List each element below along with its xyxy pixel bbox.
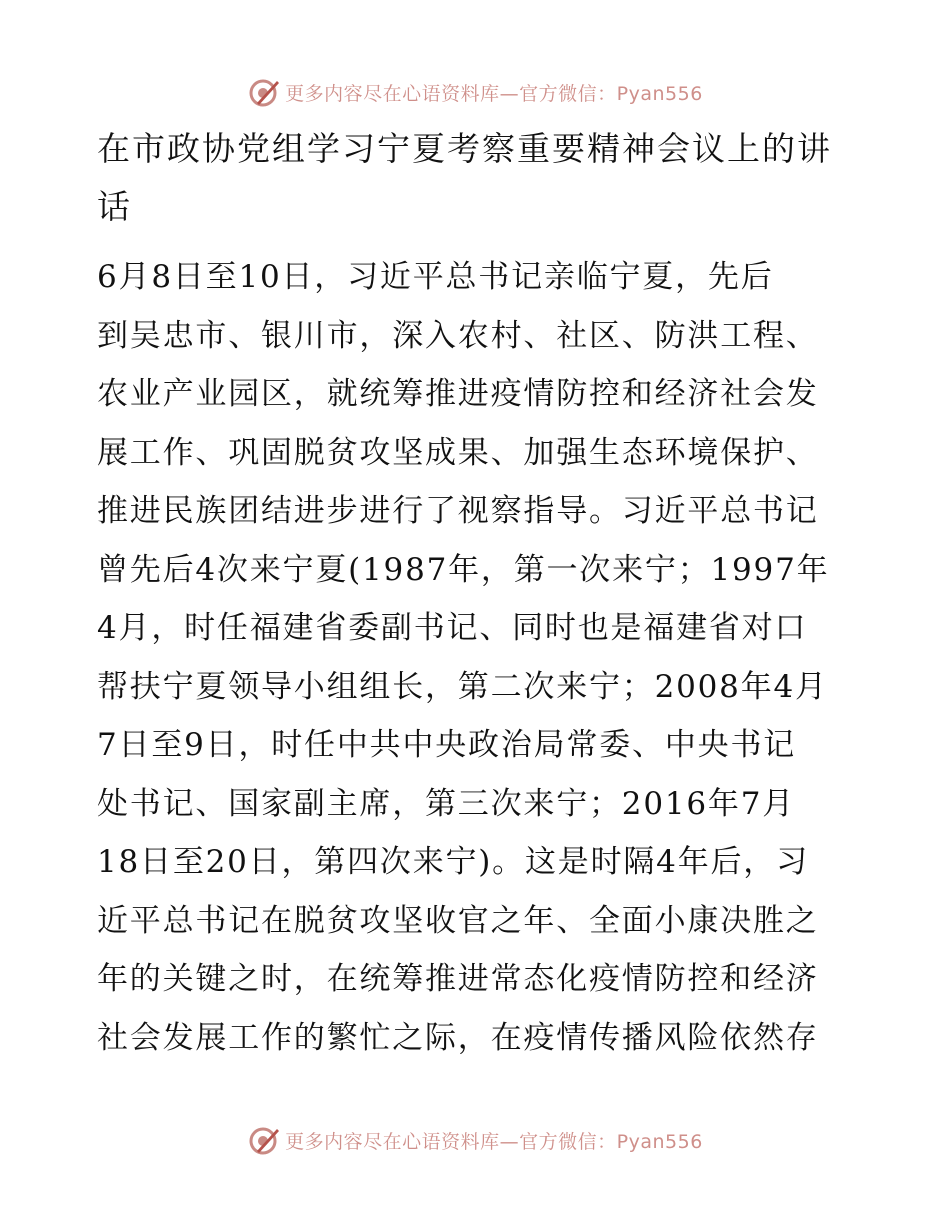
paragraph-line: 曾先后4次来宁夏(1987年，第一次来宁；1997年 (97, 551, 830, 588)
paragraph-line: 18日至20日，第四次来宁)。这是时隔4年后，习 (97, 844, 809, 880)
title-line: 在市政协党组学习宁夏考察重要精神会议上的讲 (97, 129, 832, 168)
paragraph-line: 帮扶宁夏领导小组组长，第二次来宁；2008年4月 (97, 668, 828, 705)
paragraph-line: 农业产业园区，就统筹推进疫情防控和经济社会发 (97, 376, 819, 412)
paragraph-line: 到吴忠市、银川市，深入农村、社区、防洪工程、 (97, 317, 819, 354)
paragraph-line: 展工作、巩固脱贫攻坚成果、加强生态环境保护、 (97, 434, 819, 471)
pen-logo-icon (247, 75, 281, 109)
paragraph-line: 社会发展工作的繁忙之际，在疫情传播风险依然存 (97, 1019, 819, 1056)
paragraph-line: 年的关键之时，在统筹推进常态化疫情防控和经济 (97, 961, 819, 997)
paragraph-line: 4月，时任福建省委副书记、同时也是福建省对口 (97, 610, 808, 646)
paragraph-line: 6月8日至10日，习近平总书记亲临宁夏，先后 (97, 259, 774, 295)
header-watermark-banner (0, 72, 950, 112)
watermark-text: 更多内容尽在心语资料库—官方微信：Pyan556 (285, 1130, 703, 1153)
footer-watermark-banner (0, 1120, 950, 1160)
watermark-text: 更多内容尽在心语资料库—官方微信：Pyan556 (285, 82, 703, 105)
title-line: 话 (97, 187, 132, 226)
paragraph-line: 7日至9日，时任中共中央政治局常委、中央书记 (97, 727, 797, 763)
body-paragraph (97, 248, 857, 1067)
paragraph-line: 推进民族团结进步进行了视察指导。习近平总书记 (97, 493, 819, 529)
pen-logo-icon (247, 1123, 281, 1157)
paragraph-line: 近平总书记在脱贫攻坚收官之年、全面小康决胜之 (97, 902, 819, 939)
paragraph-line: 处书记、国家副主席，第三次来宁；2016年7月 (97, 785, 796, 822)
document-title (97, 120, 857, 236)
